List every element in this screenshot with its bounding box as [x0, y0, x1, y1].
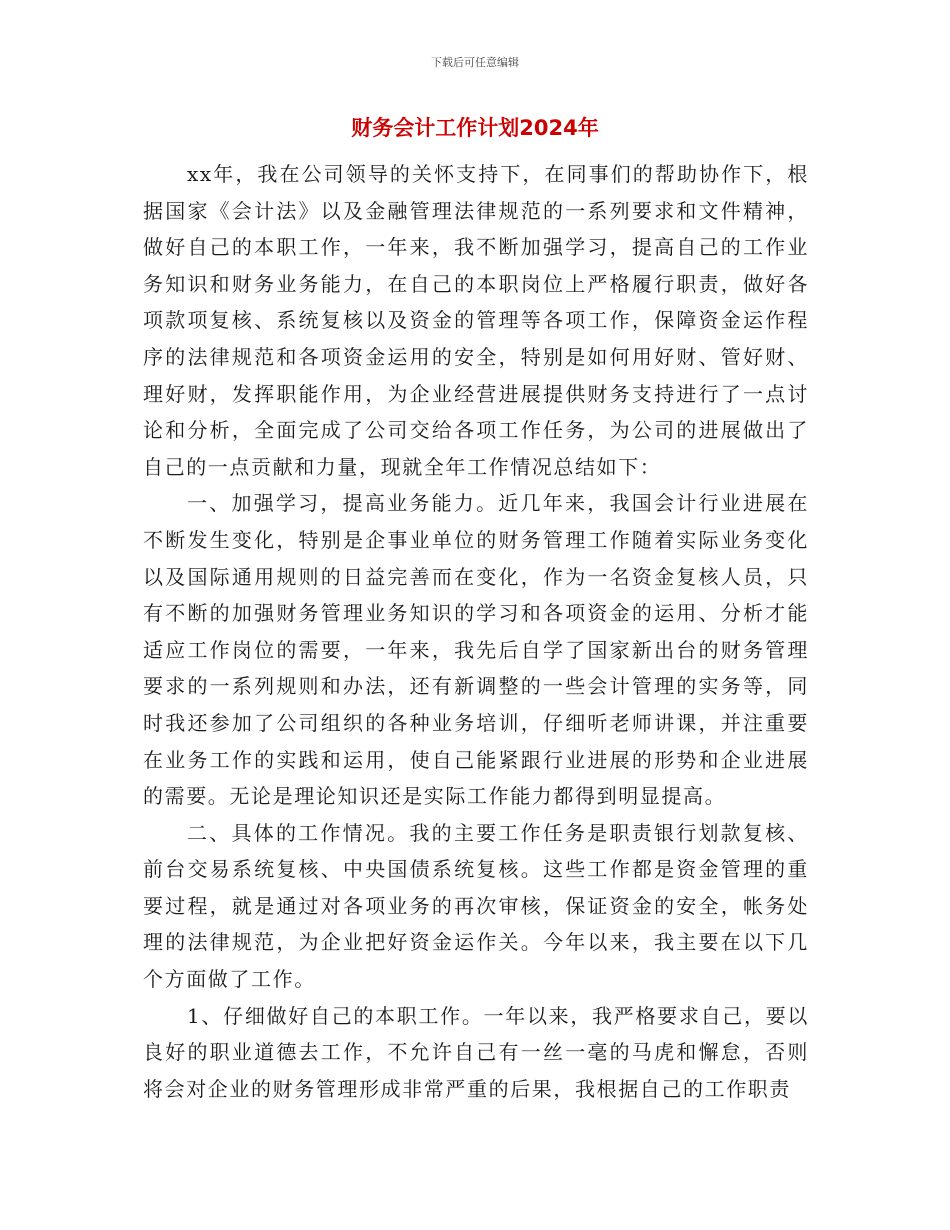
document-body: [143, 156, 809, 1107]
document-title: 财务会计工作计划2024年: [351, 116, 599, 140]
paragraph-section-2: 二、具体的工作情况。我的主要工作任务是职责银行划款复核、前台交易系统复核、中央国债系统复核。这些工作都是资金管理的重要过程，就是通过对各项业务的再次审核，保证资金的安全，帐务处理的法律规范，为企业把好资金运作关。今年以来，我主要在以下几个方面做了工作。: [143, 820, 809, 992]
paragraph-item-1: 1、仔细做好自己的本职工作。一年以来，我严格要求自己，要以良好的职业道德去工作，不允许自己有一丝一毫的马虎和懈怠，否则将会对企业的财务管理形成非常严重的后果，我根据自己的工作职责: [143, 1003, 809, 1101]
paragraph-intro: xx年，我在公司领导的关怀支持下，在同事们的帮助协作下，根据国家《会计法》以及金融管理法律规范的一系列要求和文件精神，做好自己的本职工作，一年来，我不断加强学习，提高自己的工作业务知识和财务业务能力，在自己的本职岗位上严格履行职责，做好各项款项复核、系统复核以及资金的管理等各项工作，保障资金运作程序的法律规范和各项资金运用的安全，特别是如何用好财、管好财、理好财，发挥职能作用，为企业经营进展提供财务支持进行了一点讨论和分析，全面完成了公司交给各项工作任务，为公司的进展做出了自己的一点贡献和力量，现就全年工作情况总结如下：: [143, 162, 809, 479]
header-note: 下载后可任意编辑: [431, 56, 519, 69]
paragraph-section-1: 一、加强学习，提高业务能力。近几年来，我国会计行业进展在不断发生变化，特别是企事业单位的财务管理工作随着实际业务变化以及国际通用规则的日益完善而在变化，作为一名资金复核人员，只有不断的加强财务管理业务知识的学习和各项资金的运用、分析才能适应工作岗位的需要，一年来，我先后自学了国家新出台的财务管理要求的一系列规则和办法，还有新调整的一些会计管理的实务等，同时我还参加了公司组织的各种业务培训，仔细听老师讲课，并注重要在业务工作的实践和运用，使自己能紧跟行业进展的形势和企业进展的需要。无论是理论知识还是实际工作能力都得到明显提高。: [143, 491, 809, 809]
